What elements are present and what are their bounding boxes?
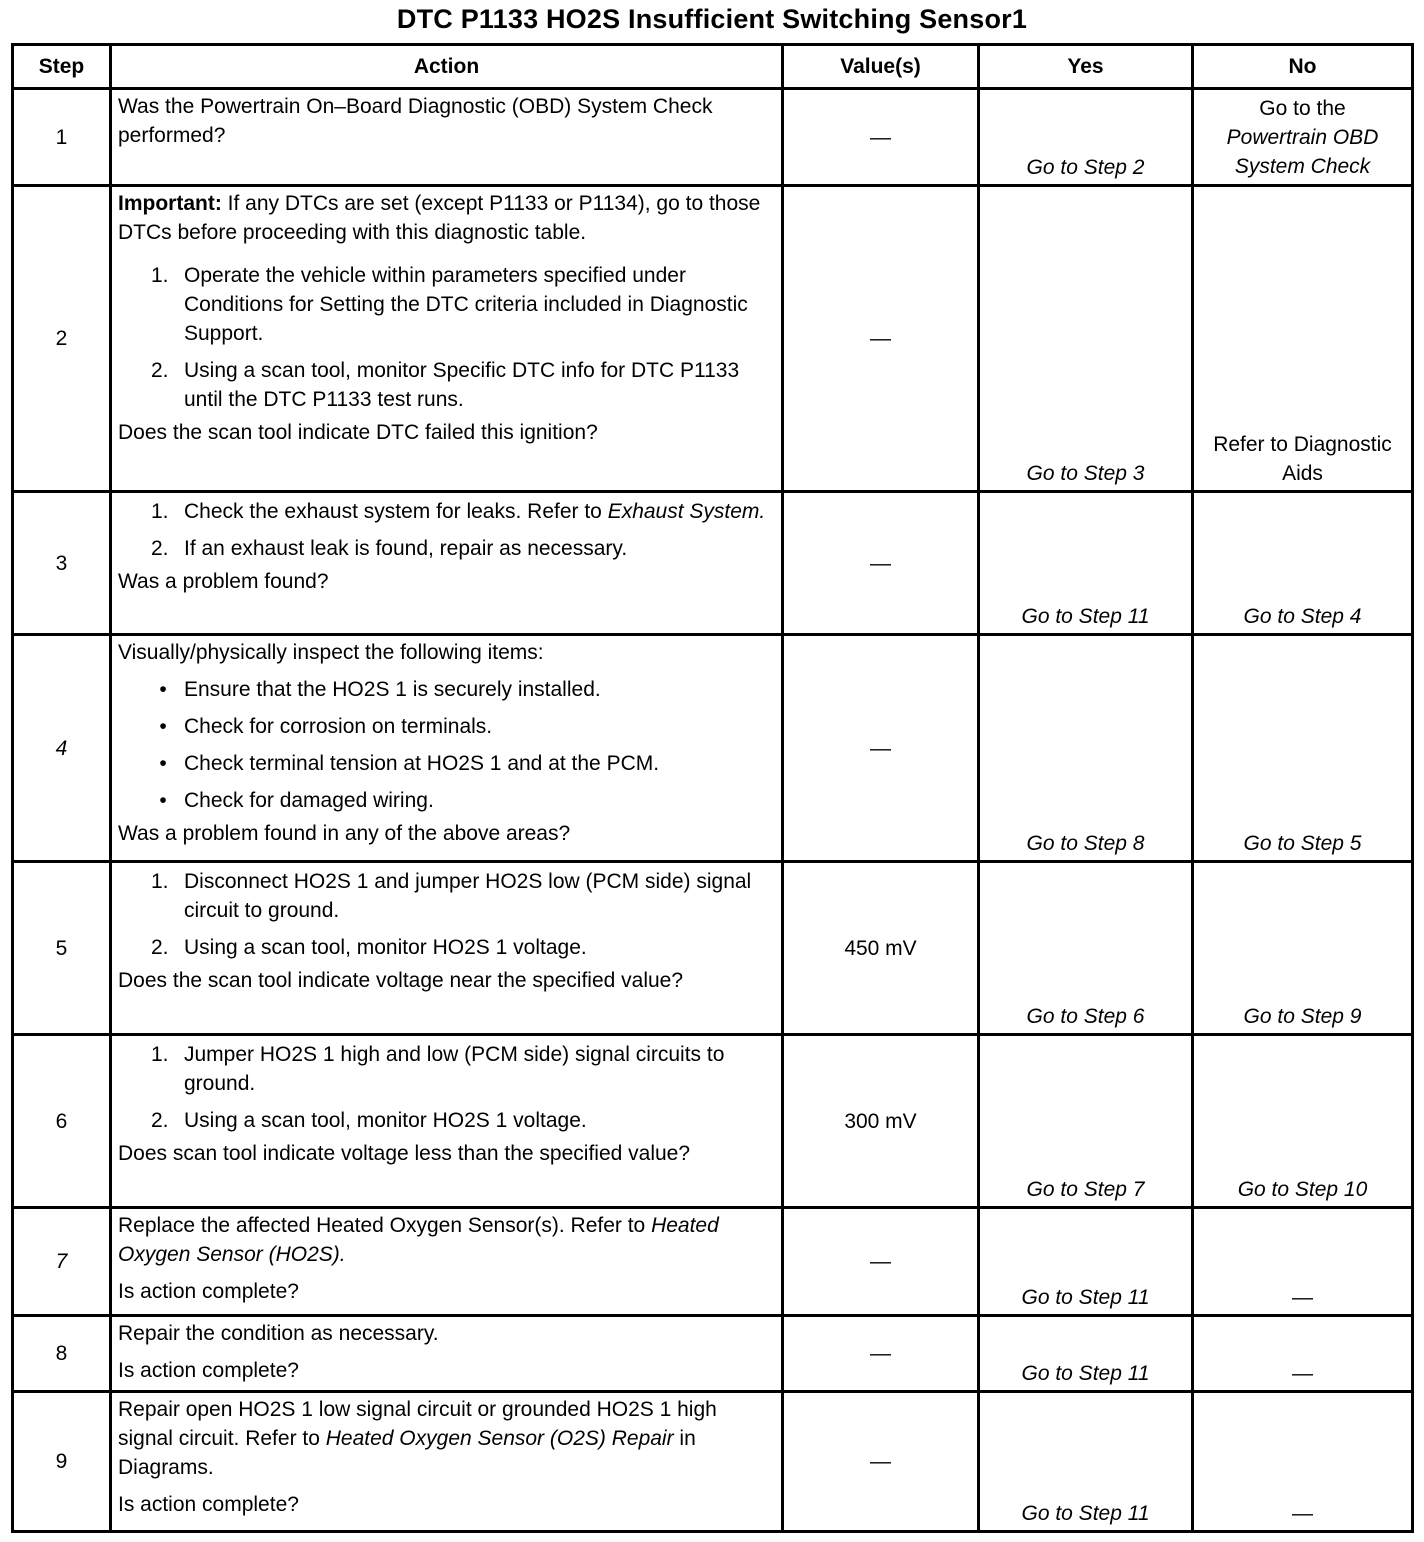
no-cell: — bbox=[1193, 1316, 1413, 1392]
item-text: Check for damaged wiring. bbox=[184, 789, 434, 812]
item-text: Jumper HO2S 1 high and low (PCM side) signal circuits to ground. bbox=[184, 1043, 725, 1095]
no-cell bbox=[1193, 492, 1413, 635]
diagnostic-table bbox=[11, 43, 1414, 1533]
list-item bbox=[118, 534, 775, 563]
question-text: Is action complete? bbox=[118, 1493, 299, 1516]
value-cell: — bbox=[783, 186, 979, 492]
item-text: Using a scan tool, monitor HO2S 1 voltage. bbox=[184, 936, 587, 959]
list-item bbox=[118, 1106, 775, 1135]
step-number: 4 bbox=[13, 635, 111, 862]
value-cell: — bbox=[783, 89, 979, 186]
yes-cell bbox=[979, 1035, 1193, 1208]
no-cell: — bbox=[1193, 1392, 1413, 1532]
no-cell bbox=[1193, 186, 1413, 492]
action-text bbox=[118, 1211, 775, 1269]
item-number: 1. bbox=[151, 264, 169, 287]
no-cell: — bbox=[1193, 1208, 1413, 1316]
item-number: 2. bbox=[151, 359, 169, 382]
no-link[interactable]: Refer to Diagnostic Aids bbox=[1213, 433, 1392, 485]
header-step: Step bbox=[13, 45, 111, 89]
item-number: 2. bbox=[151, 936, 169, 959]
item-text: Operate the vehicle within parameters specified under Conditions for Setting the DTC criteria included in Diagnostic Support. bbox=[184, 264, 748, 345]
yes-cell bbox=[979, 1208, 1193, 1316]
action-reference[interactable]: Heated Oxygen Sensor (HO2S). bbox=[118, 1214, 719, 1266]
yes-link[interactable]: Go to Step 11 bbox=[1021, 1502, 1150, 1525]
list-item bbox=[118, 1040, 775, 1098]
bullet: • bbox=[159, 789, 167, 812]
table-row-step-6 bbox=[13, 1035, 1413, 1208]
no-cell bbox=[1193, 1035, 1413, 1208]
important-note bbox=[118, 189, 775, 247]
item-number: 2. bbox=[151, 537, 169, 560]
table-row-step-3 bbox=[13, 492, 1413, 635]
bullet: • bbox=[159, 752, 167, 775]
page-title: DTC P1133 HO2S Insufficient Switching Sensor1 bbox=[396, 4, 1028, 34]
yes-link[interactable]: Go to Step 7 bbox=[1026, 1178, 1145, 1201]
question-text: Does the scan tool indicate voltage near the specified value? bbox=[118, 969, 684, 992]
action-text: Was the Powertrain On–Board Diagnostic (OBD) System Check performed? bbox=[118, 95, 713, 147]
step-number: 5 bbox=[13, 862, 111, 1035]
question-text: Was a problem found in any of the above areas? bbox=[118, 822, 571, 845]
list-item bbox=[118, 786, 775, 815]
action-text bbox=[118, 1395, 775, 1482]
item-text: Using a scan tool, monitor Specific DTC info for DTC P1133 until the DTC P1133 test runs. bbox=[184, 359, 740, 411]
no-cell bbox=[1193, 89, 1413, 186]
no-link[interactable]: Go to Step 9 bbox=[1243, 1005, 1362, 1028]
yes-link[interactable]: Go to Step 8 bbox=[1026, 832, 1145, 855]
yes-cell bbox=[979, 1392, 1193, 1532]
important-text: If any DTCs are set (except P1133 or P1134), go to those DTCs before proceeding with this diagnostic table. bbox=[118, 192, 761, 244]
yes-cell bbox=[979, 186, 1193, 492]
no-cell bbox=[1193, 862, 1413, 1035]
action-text-tail: in Diagrams. bbox=[118, 1427, 696, 1479]
list-item bbox=[118, 675, 775, 704]
action-text: Visually/physically inspect the following items: bbox=[118, 641, 544, 664]
yes-link[interactable]: Go to Step 6 bbox=[1026, 1005, 1145, 1028]
item-number: 2. bbox=[151, 1109, 169, 1132]
value-cell: — bbox=[783, 1316, 979, 1392]
header-yes: Yes bbox=[979, 45, 1193, 89]
table-row-step-2 bbox=[13, 186, 1413, 492]
yes-link[interactable]: Go to Step 2 bbox=[1026, 156, 1145, 179]
step-number: 7 bbox=[13, 1208, 111, 1316]
list-item bbox=[118, 933, 775, 962]
action-cell bbox=[111, 492, 783, 635]
action-text: Repair the condition as necessary. bbox=[118, 1322, 439, 1345]
table-row-step-5 bbox=[13, 862, 1413, 1035]
step-number: 8 bbox=[13, 1316, 111, 1392]
question-text: Does the scan tool indicate DTC failed this ignition? bbox=[118, 421, 598, 444]
header-row bbox=[13, 45, 1413, 89]
list-item bbox=[118, 497, 775, 526]
header-no: No bbox=[1193, 45, 1413, 89]
item-text: Check the exhaust system for leaks. Refer to bbox=[184, 500, 608, 523]
value-cell: 450 mV bbox=[783, 862, 979, 1035]
item-text: Check terminal tension at HO2S 1 and at the PCM. bbox=[184, 752, 660, 775]
action-cell bbox=[111, 862, 783, 1035]
yes-cell bbox=[979, 862, 1193, 1035]
question-text: Is action complete? bbox=[118, 1280, 299, 1303]
value-cell: — bbox=[783, 1208, 979, 1316]
action-cell bbox=[111, 1035, 783, 1208]
item-number: 1. bbox=[151, 500, 169, 523]
list-item bbox=[118, 356, 775, 414]
step-number: 3 bbox=[13, 492, 111, 635]
yes-cell bbox=[979, 89, 1193, 186]
action-cell bbox=[111, 1316, 783, 1392]
table-row-step-7 bbox=[13, 1208, 1413, 1316]
action-cell bbox=[111, 89, 783, 186]
item-text: If an exhaust leak is found, repair as necessary. bbox=[184, 537, 628, 560]
yes-cell bbox=[979, 492, 1193, 635]
item-text: Ensure that the HO2S 1 is securely installed. bbox=[184, 678, 601, 701]
table-row-step-1 bbox=[13, 89, 1413, 186]
action-text-main: Replace the affected Heated Oxygen Sensor(s). Refer to bbox=[118, 1214, 652, 1237]
list-item bbox=[118, 867, 775, 925]
item-text: Disconnect HO2S 1 and jumper HO2S low (PCM side) signal circuit to ground. bbox=[184, 870, 752, 922]
step-number: 1 bbox=[13, 89, 111, 186]
item-number: 1. bbox=[151, 870, 169, 893]
yes-cell bbox=[979, 635, 1193, 862]
table-row-step-4 bbox=[13, 635, 1413, 862]
value-cell: — bbox=[783, 492, 979, 635]
question-text: Does scan tool indicate voltage less than the specified value? bbox=[118, 1142, 691, 1165]
yes-link[interactable]: Go to Step 11 bbox=[1021, 1362, 1150, 1385]
action-cell bbox=[111, 1392, 783, 1532]
yes-cell bbox=[979, 1316, 1193, 1392]
action-reference[interactable]: Heated Oxygen Sensor (O2S) Repair bbox=[325, 1427, 674, 1450]
step-number: 6 bbox=[13, 1035, 111, 1208]
action-text-main: Repair open HO2S 1 low signal circuit or grounded HO2S 1 high signal circuit. Refer to bbox=[118, 1398, 717, 1450]
list-item bbox=[118, 749, 775, 778]
table-row-step-9 bbox=[13, 1392, 1413, 1532]
list-item bbox=[118, 712, 775, 741]
action-cell bbox=[111, 635, 783, 862]
value-cell: 300 mV bbox=[783, 1035, 979, 1208]
value-cell: — bbox=[783, 1392, 979, 1532]
no-cell bbox=[1193, 635, 1413, 862]
header-value: Value(s) bbox=[783, 45, 979, 89]
no-text: Go to the bbox=[1259, 97, 1346, 120]
bullet: • bbox=[159, 715, 167, 738]
important-label: Important: bbox=[118, 192, 222, 215]
step-number: 9 bbox=[13, 1392, 111, 1532]
item-reference[interactable]: Exhaust System. bbox=[607, 500, 766, 523]
item-text: Using a scan tool, monitor HO2S 1 voltage. bbox=[184, 1109, 587, 1132]
step-number: 2 bbox=[13, 186, 111, 492]
question-text: Was a problem found? bbox=[118, 570, 329, 593]
list-item bbox=[118, 261, 775, 348]
table-row-step-8 bbox=[13, 1316, 1413, 1392]
yes-link[interactable]: Go to Step 11 bbox=[1021, 1286, 1150, 1309]
bullet: • bbox=[159, 678, 167, 701]
value-cell: — bbox=[783, 635, 979, 862]
item-number: 1. bbox=[151, 1043, 169, 1066]
yes-link[interactable]: Go to Step 3 bbox=[1026, 462, 1145, 485]
item-text: Check for corrosion on terminals. bbox=[184, 715, 493, 738]
no-link[interactable]: Powertrain OBD System Check bbox=[1226, 126, 1379, 178]
header-action: Action bbox=[111, 45, 783, 89]
action-cell bbox=[111, 1208, 783, 1316]
question-text: Is action complete? bbox=[118, 1359, 299, 1382]
action-cell bbox=[111, 186, 783, 492]
no-link[interactable]: Go to Step 4 bbox=[1243, 605, 1362, 628]
yes-link[interactable]: Go to Step 11 bbox=[1021, 605, 1150, 628]
no-link[interactable]: Go to Step 10 bbox=[1237, 1178, 1368, 1201]
no-link[interactable]: Go to Step 5 bbox=[1243, 832, 1362, 855]
